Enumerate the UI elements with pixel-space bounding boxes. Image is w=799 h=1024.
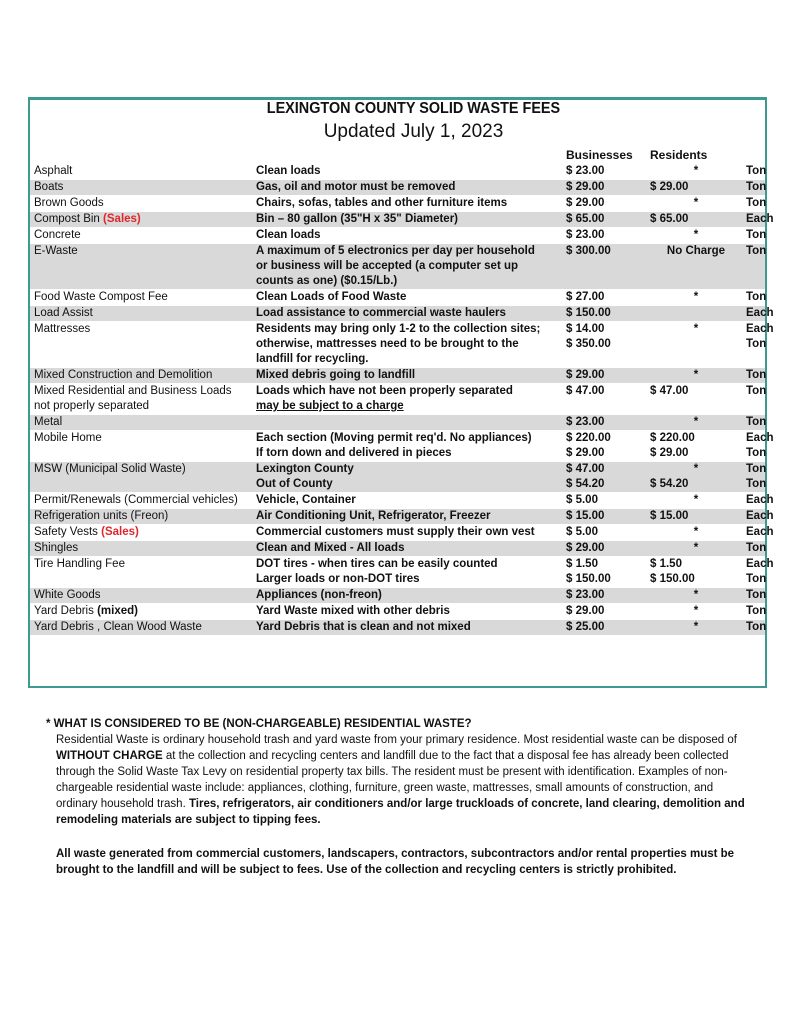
res-line: * (693, 526, 699, 538)
row-unit (742, 196, 765, 212)
desc-line: Loads which have not been properly separated (256, 385, 513, 397)
desc-line: A maximum of 5 electronics per day per household (256, 245, 535, 257)
bus-line: $ 29.00 (566, 181, 605, 193)
row-description (252, 415, 562, 431)
unit-line: Ton (746, 338, 767, 350)
row-resident-fee (646, 493, 742, 509)
bus-line: $ 29.00 (566, 447, 605, 459)
notes-p1-c: at the collection and recycling centers and landfill due to the fact that a disposal fee has already been collected through the Solid Waste Tax Levy on residential property tax bills. The resident must be present with identification. Examples of non-chargeable residential waste include: appliances, clothing, furniture, green waste, mattresses, small amounts of construction, and ordinary household trash. (56, 750, 729, 810)
row-description (252, 228, 562, 244)
unit-line: Ton (746, 463, 767, 475)
table-row (30, 415, 765, 431)
row-category (30, 180, 252, 196)
unit-line: Each (746, 307, 774, 319)
row-category (30, 588, 252, 604)
row-resident-fee (646, 541, 742, 557)
res-line: $ 150.00 (650, 573, 695, 585)
desc-line: Each section (Moving permit req'd. No appliances) (256, 432, 532, 444)
row-business-fee (562, 196, 646, 212)
res-line: $ 29.00 (650, 181, 689, 193)
row-description (252, 212, 562, 228)
res-line: No Charge (666, 245, 726, 257)
unit-line: Ton (746, 369, 767, 381)
row-category (30, 384, 252, 415)
row-unit (742, 212, 774, 228)
table-row (30, 509, 765, 525)
unit-line: Ton (746, 621, 767, 633)
desc-line: Bin – 80 gallon (35"H x 35" Diameter) (256, 213, 459, 225)
row-description (252, 384, 562, 415)
row-business-fee (562, 180, 646, 196)
row-category (30, 431, 252, 462)
category-label: Brown Goods (34, 197, 104, 209)
unit-line: Ton (746, 181, 767, 193)
row-resident-fee (646, 228, 742, 244)
category-label: Yard Debris , Clean Wood Waste (34, 621, 202, 633)
unit-line: Ton (746, 197, 767, 209)
fee-table (30, 146, 774, 636)
bus-line: $ 23.00 (566, 589, 605, 601)
row-unit (742, 525, 774, 541)
row-unit (742, 493, 774, 509)
row-description (252, 196, 562, 212)
unit-line: Ton (746, 291, 767, 303)
bus-line: $ 25.00 (566, 621, 605, 633)
unit-line: Each (746, 213, 774, 225)
row-business-fee (562, 557, 646, 588)
bus-line: $ 300.00 (566, 245, 611, 257)
row-category (30, 604, 252, 620)
table-row (30, 604, 765, 620)
row-unit (742, 509, 774, 525)
row-business-fee (562, 462, 646, 493)
unit-line: Each (746, 432, 774, 444)
desc-line: Yard Waste mixed with other debris (256, 605, 450, 617)
row-description (252, 431, 562, 462)
unit-line: Ton (746, 229, 767, 241)
category-label: Shingles (34, 542, 79, 554)
row-business-fee (562, 604, 646, 620)
desc-line: Residents may bring only 1-2 to the collection sites; (256, 323, 541, 335)
page-subtitle: Updated July 1, 2023 (323, 121, 504, 142)
desc-line: Larger loads or non-DOT tires (256, 573, 420, 585)
notes-p1-d: Tires, refrigerators, air conditioners and/or large truckloads of concrete, land clearing, demolition and remodeling materials are subject to tipping fees. (56, 798, 745, 826)
table-row (30, 244, 765, 290)
desc-line: Clean Loads of Food Waste (256, 291, 407, 303)
res-line: * (693, 323, 699, 335)
res-line: $ 15.00 (650, 510, 689, 522)
bus-line: $ 29.00 (566, 197, 605, 209)
notes-p1-b: WITHOUT CHARGE (56, 750, 163, 762)
row-category (30, 290, 252, 306)
row-description (252, 525, 562, 541)
bus-line: $ 1.50 (566, 558, 598, 570)
res-line: * (693, 197, 699, 209)
bus-line: $ 150.00 (566, 307, 611, 319)
category-label: Metal (34, 416, 63, 428)
desc-line: Clean loads (256, 165, 321, 177)
bus-line: $ 5.00 (566, 526, 598, 538)
row-resident-fee (646, 431, 742, 462)
row-resident-fee (646, 588, 742, 604)
row-category (30, 228, 252, 244)
bus-line: $ 23.00 (566, 416, 605, 428)
unit-line: Ton (746, 447, 767, 459)
unit-line: Each (746, 558, 774, 570)
row-unit (742, 462, 765, 493)
row-unit (742, 557, 774, 588)
desc-line: Commercial customers must supply their own vest (256, 526, 535, 538)
category-label: Mixed Residential and Business Loads (34, 385, 232, 397)
desc-line: Gas, oil and motor must be removed (256, 181, 456, 193)
row-resident-fee (646, 322, 742, 368)
category-label: Permit/Renewals (Commercial vehicles) (34, 494, 238, 506)
table-row (30, 493, 765, 509)
row-unit (742, 541, 765, 557)
row-resident-fee (646, 244, 742, 290)
notes-section (46, 716, 750, 878)
category-qualifier: (mixed) (97, 605, 138, 617)
table-row (30, 180, 765, 196)
desc-line: counts as one) ($0.15/Lb.) (256, 275, 398, 287)
col-residents: Residents (646, 146, 742, 164)
unit-line: Each (746, 510, 774, 522)
unit-line: Each (746, 494, 774, 506)
row-resident-fee (646, 557, 742, 588)
res-line: $ 1.50 (650, 558, 682, 570)
table-row (30, 541, 765, 557)
notes-p1-a: Residential Waste is ordinary household trash and yard waste from your primary residence. Most residential waste can be disposed of (56, 734, 737, 746)
table-row (30, 384, 765, 415)
row-resident-fee (646, 290, 742, 306)
col-businesses: Businesses (562, 146, 646, 164)
res-line (650, 306, 742, 321)
desc-line: Appliances (non-freon) (256, 589, 382, 601)
row-category (30, 196, 252, 212)
unit-line: Ton (746, 385, 767, 397)
category-label-line2: not properly separated (34, 400, 150, 412)
unit-line: Ton (746, 245, 767, 257)
table-row (30, 525, 765, 541)
row-description (252, 306, 562, 322)
category-label: E-Waste (34, 245, 78, 257)
row-description (252, 368, 562, 384)
row-unit (742, 431, 774, 462)
row-business-fee (562, 620, 646, 636)
row-category (30, 525, 252, 541)
row-unit (742, 620, 765, 636)
sales-tag: (Sales) (101, 526, 139, 538)
row-description (252, 604, 562, 620)
row-description (252, 164, 562, 180)
table-row (30, 620, 765, 636)
desc-line: Out of County (256, 478, 333, 490)
row-unit (742, 322, 774, 368)
row-category (30, 164, 252, 180)
row-business-fee (562, 493, 646, 509)
row-description (252, 509, 562, 525)
row-business-fee (562, 525, 646, 541)
res-line: * (693, 165, 699, 177)
category-label: Tire Handling Fee (34, 558, 125, 570)
row-business-fee (562, 368, 646, 384)
bus-line: $ 220.00 (566, 432, 611, 444)
category-label: MSW (Municipal Solid Waste) (34, 463, 186, 475)
table-row (30, 462, 765, 493)
table-row (30, 164, 765, 180)
row-business-fee (562, 384, 646, 415)
row-category (30, 212, 252, 228)
res-line: * (693, 589, 699, 601)
desc-line: Vehicle, Container (256, 494, 356, 506)
res-line: * (693, 229, 699, 241)
table-row (30, 588, 765, 604)
row-category (30, 509, 252, 525)
category-label: Mattresses (34, 323, 91, 335)
res-line: * (693, 494, 699, 506)
table-row (30, 290, 765, 306)
row-business-fee (562, 541, 646, 557)
row-unit (742, 384, 765, 415)
bus-line: $ 23.00 (566, 229, 605, 241)
row-business-fee (562, 164, 646, 180)
row-business-fee (562, 415, 646, 431)
row-resident-fee (646, 180, 742, 196)
row-category (30, 462, 252, 493)
row-unit (742, 306, 774, 322)
row-unit (742, 588, 765, 604)
bus-line: $ 29.00 (566, 605, 605, 617)
unit-line: Ton (746, 165, 767, 177)
unit-line: Ton (746, 416, 767, 428)
desc-line: Load assistance to commercial waste haulers (256, 307, 506, 319)
category-label: Refrigeration units (Freon) (34, 510, 169, 522)
row-unit (742, 415, 765, 431)
row-resident-fee (646, 368, 742, 384)
desc-line: Chairs, sofas, tables and other furniture items (256, 197, 508, 209)
res-line: * (693, 605, 699, 617)
desc-line: Lexington County (256, 463, 354, 475)
category-label: Food Waste Compost Fee (34, 291, 168, 303)
unit-line: Ton (746, 542, 767, 554)
row-resident-fee (646, 306, 742, 322)
row-category (30, 306, 252, 322)
category-label: Asphalt (34, 165, 73, 177)
bus-line: $ 27.00 (566, 291, 605, 303)
row-description (252, 557, 562, 588)
row-description (252, 588, 562, 604)
row-business-fee (562, 290, 646, 306)
desc-line: If torn down and delivered in pieces (256, 447, 452, 459)
row-resident-fee (646, 212, 742, 228)
category-label: Concrete (34, 229, 81, 241)
desc-line: Clean loads (256, 229, 321, 241)
row-unit (742, 290, 765, 306)
desc-line: Yard Debris that is clean and not mixed (256, 621, 471, 633)
res-line: * (693, 463, 699, 475)
row-category (30, 557, 252, 588)
unit-line: Ton (746, 478, 767, 490)
row-resident-fee (646, 620, 742, 636)
row-resident-fee (646, 384, 742, 415)
row-business-fee (562, 306, 646, 322)
row-resident-fee (646, 462, 742, 493)
row-resident-fee (646, 604, 742, 620)
bus-line: $ 65.00 (566, 213, 605, 225)
table-row (30, 228, 765, 244)
notes-paragraph-1 (56, 732, 750, 828)
row-category (30, 415, 252, 431)
row-unit (742, 164, 765, 180)
category-label: Mixed Construction and Demolition (34, 369, 213, 381)
row-category (30, 541, 252, 557)
res-line: $ 54.20 (650, 478, 689, 490)
table-row (30, 557, 765, 588)
table-row (30, 322, 765, 368)
row-business-fee (562, 228, 646, 244)
category-label: Boats (34, 181, 64, 193)
row-business-fee (562, 431, 646, 462)
desc-line: landfill for recycling. (256, 353, 369, 365)
bus-line: $ 5.00 (566, 494, 598, 506)
res-line: * (693, 416, 699, 428)
desc-line: Clean and Mixed - All loads (256, 542, 405, 554)
res-line: $ 220.00 (650, 432, 695, 444)
category-label: Safety Vests (34, 526, 98, 538)
desc-line: or business will be accepted (a computer set up (256, 260, 519, 272)
row-description (252, 462, 562, 493)
unit-line: Each (746, 323, 774, 335)
unit-line: Ton (746, 573, 767, 585)
bus-line: $ 23.00 (566, 165, 605, 177)
desc-line: Air Conditioning Unit, Refrigerator, Freezer (256, 510, 491, 522)
row-category (30, 368, 252, 384)
notes-paragraph-2: All waste generated from commercial customers, landscapers, contractors, subcontractors and/or rental properties must be brought to the landfill and will be subject to fees. Use of the collection and recycling centers is strictly prohibited. (56, 848, 735, 876)
category-label: Compost Bin (34, 213, 100, 225)
desc-underlined: may be subject to a charge (256, 400, 404, 412)
row-description (252, 541, 562, 557)
desc-line (256, 415, 562, 430)
row-category (30, 322, 252, 368)
table-header-row (30, 146, 765, 164)
row-description (252, 322, 562, 368)
res-line: * (693, 291, 699, 303)
bus-line: $ 14.00 (566, 323, 605, 335)
desc-line: Mixed debris going to landfill (256, 369, 416, 381)
res-line: * (693, 621, 699, 633)
desc-line: DOT tires - when tires can be easily counted (256, 558, 498, 570)
row-category (30, 620, 252, 636)
table-row (30, 431, 765, 462)
row-unit (742, 368, 765, 384)
res-line: $ 65.00 (650, 213, 689, 225)
row-business-fee (562, 244, 646, 290)
row-resident-fee (646, 196, 742, 212)
bus-line: $ 47.00 (566, 385, 605, 397)
desc-line: otherwise, mattresses need to be brought to the (256, 338, 519, 350)
sales-tag: (Sales) (103, 213, 141, 225)
row-description (252, 290, 562, 306)
bus-line: $ 47.00 (566, 463, 605, 475)
bus-line: $ 150.00 (566, 573, 611, 585)
category-label: Load Assist (34, 307, 93, 319)
bus-line: $ 15.00 (566, 510, 605, 522)
notes-heading: * WHAT IS CONSIDERED TO BE (NON-CHARGEABLE) RESIDENTIAL WASTE? (46, 718, 472, 730)
row-unit (742, 604, 765, 620)
row-unit (742, 180, 765, 196)
unit-line: Ton (746, 605, 767, 617)
table-row (30, 212, 765, 228)
table-row (30, 368, 765, 384)
row-resident-fee (646, 415, 742, 431)
page-title: LEXINGTON COUNTY SOLID WASTE FEES (266, 100, 561, 117)
row-business-fee (562, 588, 646, 604)
unit-line: Ton (746, 589, 767, 601)
table-row (30, 306, 765, 322)
res-line: $ 29.00 (650, 447, 689, 459)
bus-line: $ 54.20 (566, 478, 605, 490)
row-resident-fee (646, 164, 742, 180)
row-resident-fee (646, 509, 742, 525)
row-description (252, 493, 562, 509)
row-category (30, 493, 252, 509)
row-category (30, 244, 252, 290)
bus-line: $ 350.00 (566, 338, 611, 350)
row-business-fee (562, 212, 646, 228)
unit-line: Each (746, 526, 774, 538)
row-description (252, 244, 562, 290)
row-resident-fee (646, 525, 742, 541)
row-unit (742, 228, 765, 244)
row-description (252, 620, 562, 636)
bus-line: $ 29.00 (566, 542, 605, 554)
row-unit (742, 244, 765, 290)
res-line: * (693, 369, 699, 381)
table-row (30, 196, 765, 212)
row-business-fee (562, 322, 646, 368)
row-description (252, 180, 562, 196)
category-label: Mobile Home (34, 432, 102, 444)
res-line: * (693, 542, 699, 554)
category-label: Yard Debris (34, 605, 94, 617)
res-line: $ 47.00 (650, 385, 689, 397)
row-business-fee (562, 509, 646, 525)
bus-line: $ 29.00 (566, 369, 605, 381)
category-label: White Goods (34, 589, 101, 601)
